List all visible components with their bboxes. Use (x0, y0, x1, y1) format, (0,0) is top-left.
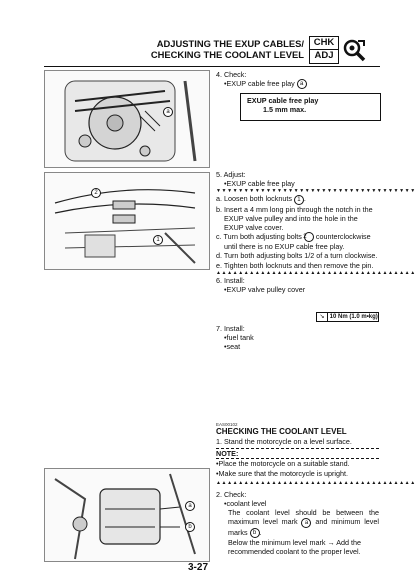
title-line-1: ADJUSTING THE EXUP CABLES/ (156, 38, 304, 49)
torque-wrench-icon: ↘ (317, 313, 328, 322)
step-7-heading: 7. Install: (216, 324, 245, 333)
step-5e: e. Tighten both locknuts and then remove the pin. (216, 260, 374, 270)
page-title (120, 38, 304, 60)
exup-pulley-figure (44, 70, 210, 168)
badge-adj: ADJ (310, 49, 338, 62)
step-7-install (216, 324, 379, 352)
adjusting-bolt-mark-2: 2 (304, 232, 314, 242)
step-7-item-seat: •seat (224, 342, 241, 352)
figure-mark-a: a (163, 107, 173, 117)
step-5-item: •EXUP cable free play (224, 179, 295, 189)
coolant-step-2-heading: 2. Check: (216, 489, 247, 499)
coolant-below-text: Below the minimum level mark → Add the recommended coolant to the proper level. (228, 537, 362, 556)
step-4-heading: 4. Check: (216, 70, 247, 79)
wrench-gauge-icon (343, 38, 367, 62)
note-item-2: •Make sure that the motorcycle is upright. (216, 468, 348, 478)
mark-a: a (297, 79, 307, 89)
spec-label: EXUP cable free play (247, 96, 319, 105)
step-4-check (216, 70, 379, 89)
step-7-item-fuel-tank: •fuel tank (224, 333, 254, 343)
max-mark-a: a (301, 518, 311, 528)
min-mark-b: b (250, 528, 260, 538)
step-4-item: •EXUP cable free play a (216, 79, 379, 89)
torque-spec (316, 312, 379, 322)
section-code: EAS00102 (216, 422, 238, 427)
step-5b: b. Insert a 4 mm long pin through the notch in the EXUP valve pulley and into the hole in the EXUP valve cover. (216, 204, 373, 232)
header-rule (44, 66, 380, 67)
triangle-divider-note: ▲▲▲▲▲▲▲▲▲▲▲▲▲▲▲▲▲▲▲▲▲▲▲▲▲▲▲▲▲▲▲▲▲▲▲▲ (216, 479, 416, 486)
torque-value: 10 Nm (1.0 m•kg) (329, 314, 378, 320)
step-5a: a. Loosen both locknuts 1 . (216, 194, 306, 204)
step-5d: d. Turn both adjusting bolts 1/2 of a turn clockwise. (216, 251, 378, 261)
note-item-1: •Place the motorcycle on a suitable stand. (216, 459, 350, 469)
spec-value: 1.5 mm max. (263, 105, 307, 115)
coolant-level-text: The coolant level should be between the maximum level mark a and minimum level marks b . (228, 508, 379, 537)
coolant-reservoir-figure (44, 468, 210, 562)
chk-adj-badge (309, 36, 339, 64)
triangle-divider-top: ▼▼▼▼▼▼▼▼▼▼▼▼▼▼▼▼▼▼▼▼▼▼▼▼▼▼▼▼▼▼▼▼▼▼▼▼ (216, 188, 416, 195)
note-label: NOTE: (216, 449, 239, 459)
step-5-heading: 5. Adjust: (216, 170, 246, 179)
figure-mark-max-a: a (185, 501, 195, 511)
locknut-mark-1: 1 (294, 195, 304, 205)
page-number: 3-27 (188, 562, 209, 573)
step-6-heading: 6. Install: (216, 275, 245, 285)
step-6-item: •EXUP valve pulley cover (224, 285, 306, 295)
figure-mark-min-b: b (185, 522, 195, 532)
title-line-2: CHECKING THE COOLANT LEVEL (150, 49, 304, 60)
step-5c: c. Turn both adjusting bolts 2 counterclockwise until there is no EXUP cable free play. (216, 232, 371, 252)
figure-mark-1: 1 (153, 235, 163, 245)
coolant-heading: CHECKING THE COOLANT LEVEL (216, 427, 347, 436)
triangle-divider-bottom: ▲▲▲▲▲▲▲▲▲▲▲▲▲▲▲▲▲▲▲▲▲▲▲▲▲▲▲▲▲▲▲▲▲▲▲▲ (216, 269, 416, 276)
exup-cable-adjuster-figure (44, 172, 210, 270)
figure-mark-2: 2 (91, 188, 101, 198)
badge-chk: CHK (313, 37, 335, 48)
coolant-step-1: 1. Stand the motorcycle on a level surface. (216, 437, 352, 446)
step-5-adjust (216, 170, 416, 295)
coolant-step-2-item: •coolant level (224, 499, 267, 509)
spec-box (240, 93, 381, 121)
coolant-section (216, 422, 416, 556)
